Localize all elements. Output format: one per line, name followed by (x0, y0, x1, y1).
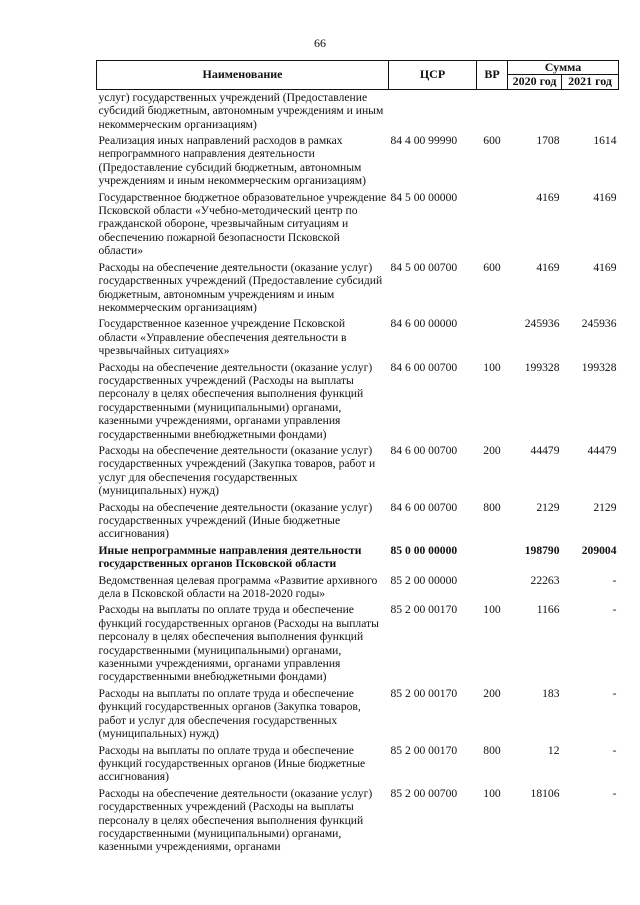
cell-csr: 85 0 00 00000 (390, 543, 458, 557)
cell-amount-2020: 183 (542, 686, 560, 700)
table-row (97, 360, 619, 443)
cell-csr: 84 6 00 00000 (390, 317, 458, 331)
table-row (97, 133, 619, 190)
table-row (97, 543, 619, 573)
header-sum: Сумма (508, 61, 619, 75)
cell-vr: 200 (483, 443, 501, 457)
cell-vr (477, 89, 508, 133)
cell-csr: 84 6 00 00700 (390, 500, 458, 514)
cell-amount-2020: 4169 (536, 190, 560, 204)
cell-vr (477, 316, 508, 359)
cell-amount-2021: - (612, 786, 617, 800)
cell-amount-2020: 44479 (530, 443, 560, 457)
cell-name: Иные непрограммные направления деятельности государственных органов Псковской области (98, 543, 362, 571)
table-header (97, 61, 619, 90)
cell-vr: 100 (483, 786, 501, 800)
cell-vr: 100 (483, 603, 501, 617)
table-row (97, 260, 619, 317)
cell-csr: 84 5 00 00000 (390, 190, 458, 204)
cell-name: Расходы на обеспечение деятельности (оказание услуг) государственных учреждений (Предоставление субсидий бюджетным, автономным учреждениям и иным некоммерческим организациям) (98, 260, 383, 314)
cell-amount-2021: 2129 (593, 500, 617, 514)
table-row (97, 316, 619, 359)
table-body (97, 89, 619, 855)
table-row (97, 443, 619, 500)
cell-amount-2020: 199328 (524, 360, 560, 374)
cell-name: услуг) государственных учреждений (Предоставление субсидий бюджетным, автономным учреждениям и иным некоммерческим организациям) (98, 90, 384, 131)
cell-amount-2020: 12 (547, 743, 560, 757)
cell-amount-2020: 2129 (536, 500, 560, 514)
header-csr: ЦСР (389, 61, 477, 90)
table-row (97, 686, 619, 743)
cell-vr (477, 543, 508, 573)
page-number: 66 (314, 36, 326, 50)
cell-amount-2020: 198790 (524, 543, 560, 557)
cell-amount-2020: 18106 (530, 786, 560, 800)
cell-csr: 85 2 00 00170 (390, 603, 458, 617)
cell-name: Реализация иных направлений расходов в рамках непрограммного направления деятельности (Предоставление субсидий бюджетным, автономным учреждениям и иным некоммерческим организациям) (98, 134, 366, 188)
cell-name: Государственное бюджетное образовательное учреждение Псковской области «Учебно-методический центр по гражданской обороне, чрезвычайным ситуациям и обеспечению пожарной безопасности Псковской области» (98, 190, 387, 258)
cell-amount-2021: - (612, 603, 617, 617)
cell-vr: 600 (483, 134, 501, 148)
cell-amount-2021: - (612, 573, 617, 587)
table-row (97, 190, 619, 260)
cell-amount-2020: 1166 (536, 603, 560, 617)
table-row (97, 573, 619, 603)
cell-csr: 84 4 00 99990 (390, 134, 458, 148)
cell-csr: 85 2 00 00170 (390, 743, 458, 757)
cell-vr (477, 190, 508, 260)
cell-amount-2020: 245936 (524, 317, 560, 331)
cell-amount-2021: 4169 (593, 260, 617, 274)
header-name: Наименование (97, 61, 389, 90)
cell-name: Расходы на выплаты по оплате труда и обеспечение функций государственных органов (Иные бюджетные ассигнования) (98, 743, 366, 784)
table-row (97, 89, 619, 133)
cell-amount-2021: - (612, 686, 617, 700)
cell-amount-2021: 245936 (581, 317, 617, 331)
cell-name: Расходы на выплаты по оплате труда и обеспечение функций государственных органов (Расходы на выплаты персоналу в целях обеспечения выполнения функций государственными (муниципальными) органами, казенными учреждениями, органами управления государственными внебюджетными фондами) (98, 603, 379, 684)
cell-name: Расходы на обеспечение деятельности (оказание услуг) государственных учреждений (Закупка товаров, работ и услуг для обеспечения государственных (муниципальных) нужд) (98, 443, 376, 498)
cell-amount-2021: 1614 (593, 134, 617, 148)
cell-csr: 84 6 00 00700 (390, 443, 458, 457)
cell-name: Расходы на обеспечение деятельности (оказание услуг) государственных учреждений (Иные бюджетные ассигнования) (98, 500, 373, 541)
table-row (97, 743, 619, 786)
cell-amount-2021: 209004 (581, 543, 617, 557)
cell-vr: 200 (483, 686, 501, 700)
cell-vr (477, 573, 508, 603)
table-row (97, 500, 619, 543)
cell-csr: 84 6 00 00700 (390, 360, 458, 374)
cell-vr: 800 (483, 500, 501, 514)
header-vr: ВР (477, 61, 508, 90)
cell-amount-2021: 4169 (593, 190, 617, 204)
cell-csr (389, 89, 477, 133)
cell-amount-2021: 44479 (587, 443, 617, 457)
header-year-2021: 2021 год (562, 75, 619, 89)
cell-vr: 100 (483, 360, 501, 374)
cell-csr: 84 5 00 00700 (390, 260, 458, 274)
cell-name: Расходы на обеспечение деятельности (оказание услуг) государственных учреждений (Расходы на выплаты персоналу в целях обеспечения выполнения функций государственными (муниципальными) органами, казенными учреждениями, органами управления государственными внебюджетными фондами) (98, 360, 373, 441)
budget-table (96, 60, 619, 856)
table-row (97, 786, 619, 856)
cell-name: Государственное казенное учреждение Псковской области «Управление обеспечения деятельности в чрезвычайных ситуациях» (98, 317, 347, 358)
cell-vr: 600 (483, 260, 501, 274)
cell-amount-2021 (562, 89, 619, 133)
cell-csr: 85 2 00 00700 (390, 786, 458, 800)
cell-csr: 85 2 00 00170 (390, 686, 458, 700)
cell-name: Расходы на выплаты по оплате труда и обеспечение функций государственных органов (Закупка товаров, работ и услуг для обеспечения государственных (муниципальных) нужд) (98, 686, 361, 741)
cell-vr: 800 (483, 743, 501, 757)
cell-name: Расходы на обеспечение деятельности (оказание услуг) государственных учреждений (Расходы на выплаты персоналу в целях обеспечения выполнения функций государственными (муниципальными) органами, казенными учреждениями, органами (98, 786, 373, 854)
cell-amount-2020 (508, 89, 562, 133)
table-row (97, 602, 619, 685)
cell-amount-2020: 4169 (536, 260, 560, 274)
cell-amount-2021: - (612, 743, 617, 757)
header-year-2020: 2020 год (508, 75, 562, 89)
cell-name: Ведомственная целевая программа «Развитие архивного дела в Псковской области на 2018-2020 годы» (98, 573, 378, 601)
cell-amount-2021: 199328 (581, 360, 617, 374)
cell-amount-2020: 22263 (530, 573, 560, 587)
cell-csr: 85 2 00 00000 (390, 573, 458, 587)
cell-amount-2020: 1708 (536, 134, 560, 148)
